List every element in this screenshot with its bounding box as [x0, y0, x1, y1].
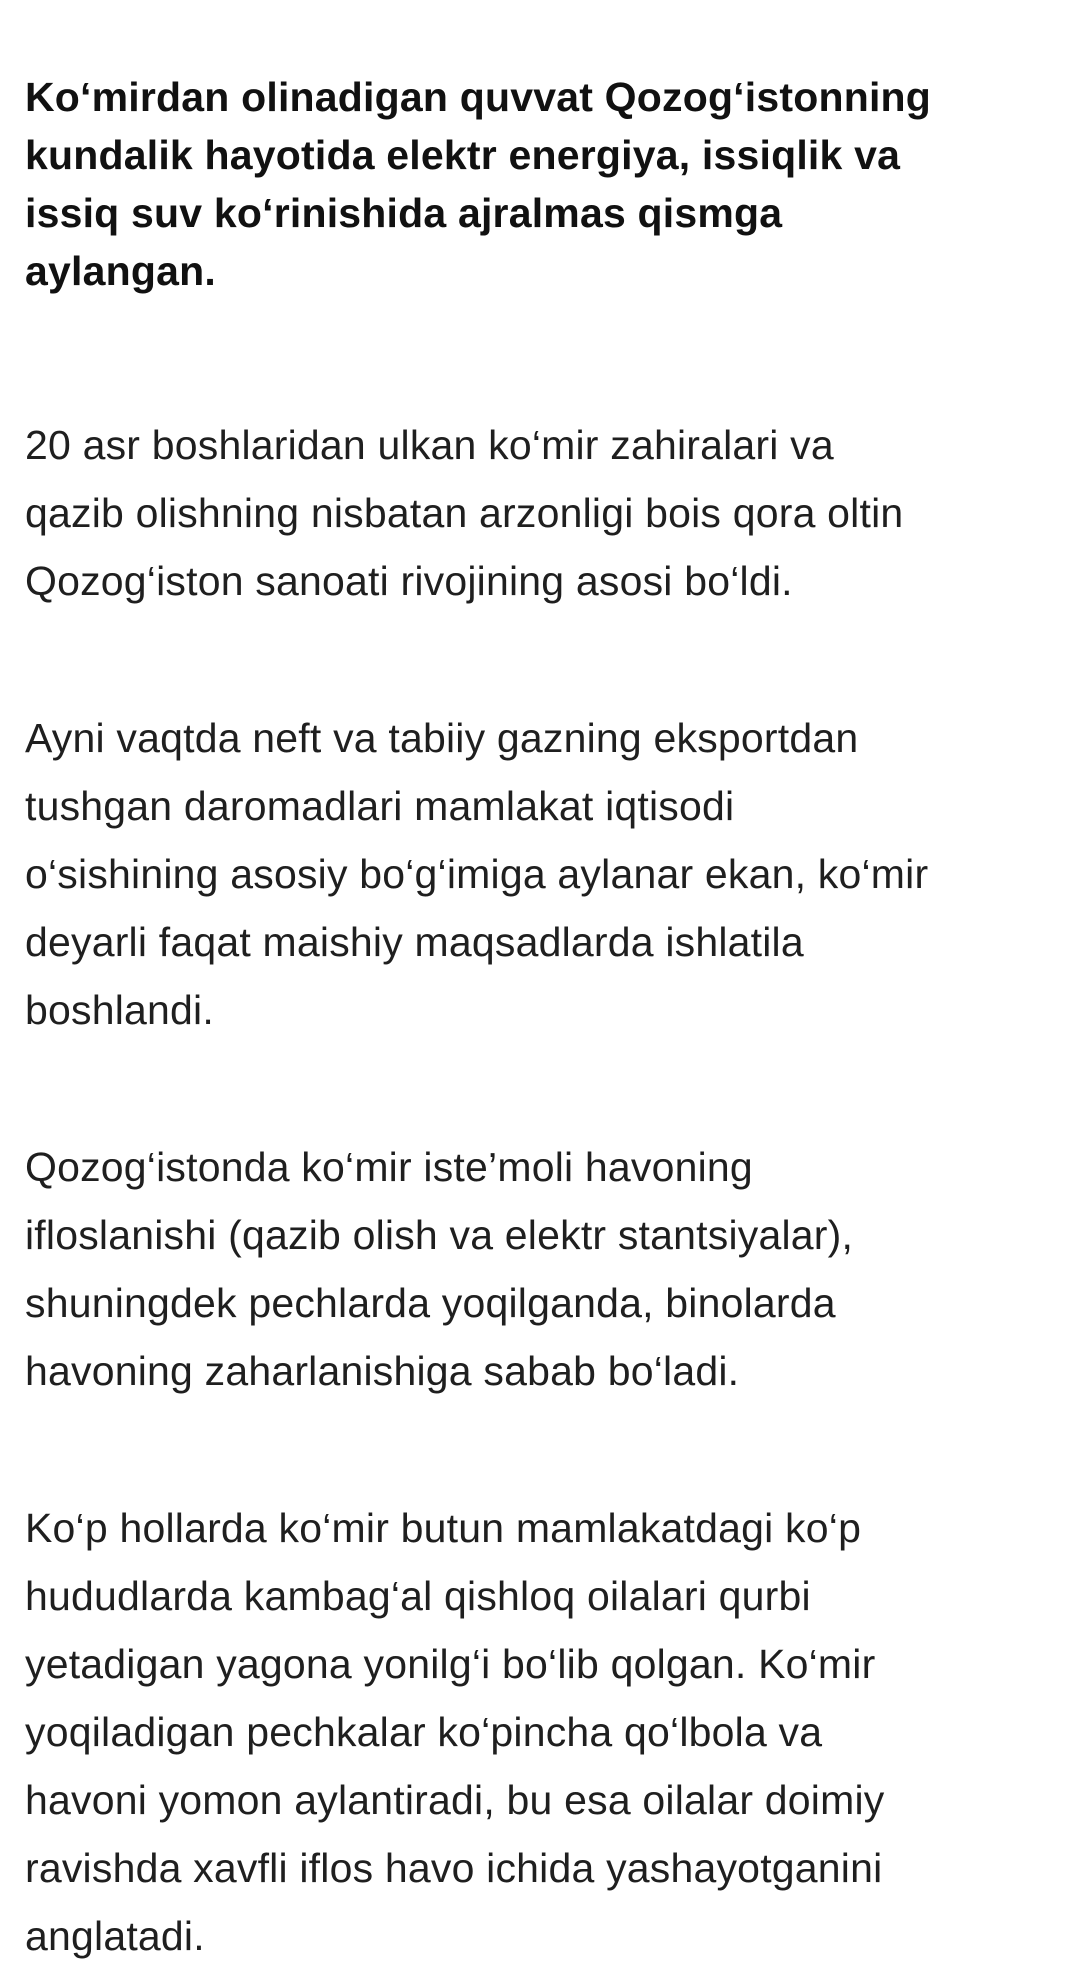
body-paragraph-2 — [25, 704, 1065, 1044]
paragraph-line: o‘sishining asosiy bo‘g‘imiga aylanar ekan, ko‘mir — [25, 851, 929, 897]
paragraph-line: havoning zaharlanishiga sabab bo‘ladi. — [25, 1348, 740, 1394]
paragraph-spacer — [25, 615, 1065, 704]
paragraph-line: deyarli faqat maishiy maqsadlarda ishlatila — [25, 919, 804, 965]
paragraph-line: havoni yomon aylantiradi, bu esa oilalar doimiy — [25, 1777, 885, 1823]
paragraph-line: 20 asr boshlaridan ulkan ko‘mir zahiralari va — [25, 422, 834, 468]
paragraph-line: hududlarda kambag‘al qishloq oilalari qurbi — [25, 1573, 811, 1619]
paragraph-line: Ko‘p hollarda ko‘mir butun mamlakatdagi ko‘p — [25, 1505, 862, 1551]
lead-line: aylangan. — [25, 248, 216, 294]
paragraph-line: yoqiladigan pechkalar ko‘pincha qo‘lbola va — [25, 1709, 823, 1755]
paragraph-line: anglatadi. — [25, 1913, 205, 1959]
paragraph-spacer — [25, 1405, 1065, 1494]
paragraph-line: Qozog‘iston sanoati rivojining asosi bo‘ldi. — [25, 558, 793, 604]
lead-line: kundalik hayotida elektr energiya, issiqlik va — [25, 132, 901, 178]
paragraph-line: qazib olishning nisbatan arzonligi bois qora oltin — [25, 490, 904, 536]
article-body — [25, 68, 1065, 1970]
body-paragraph-3 — [25, 1133, 1065, 1405]
paragraph-spacer — [25, 300, 1065, 411]
paragraph-line: shuningdek pechlarda yoqilganda, binolarda — [25, 1280, 836, 1326]
paragraph-line: tushgan daromadlari mamlakat iqtisodi — [25, 783, 735, 829]
paragraph-spacer — [25, 1044, 1065, 1133]
lead-paragraph — [25, 68, 1065, 300]
lead-line: issiq suv ko‘rinishida ajralmas qismga — [25, 190, 783, 236]
paragraph-line: Qozog‘istonda ko‘mir iste’moli havoning — [25, 1144, 753, 1190]
paragraph-line: yetadigan yagona yonilg‘i bo‘lib qolgan. Ko‘mir — [25, 1641, 876, 1687]
lead-line: Ko‘mirdan olinadigan quvvat Qozog‘istonning — [25, 74, 932, 120]
paragraph-line: ravishda xavfli iflos havo ichida yashayotganini — [25, 1845, 883, 1891]
paragraph-line: ifloslanishi (qazib olish va elektr stantsiyalar), — [25, 1212, 854, 1258]
body-paragraph-4 — [25, 1494, 1065, 1970]
paragraph-line: Ayni vaqtda neft va tabiiy gazning eksportdan — [25, 715, 859, 761]
paragraph-line: boshlandi. — [25, 987, 214, 1033]
body-paragraph-1 — [25, 411, 1065, 615]
